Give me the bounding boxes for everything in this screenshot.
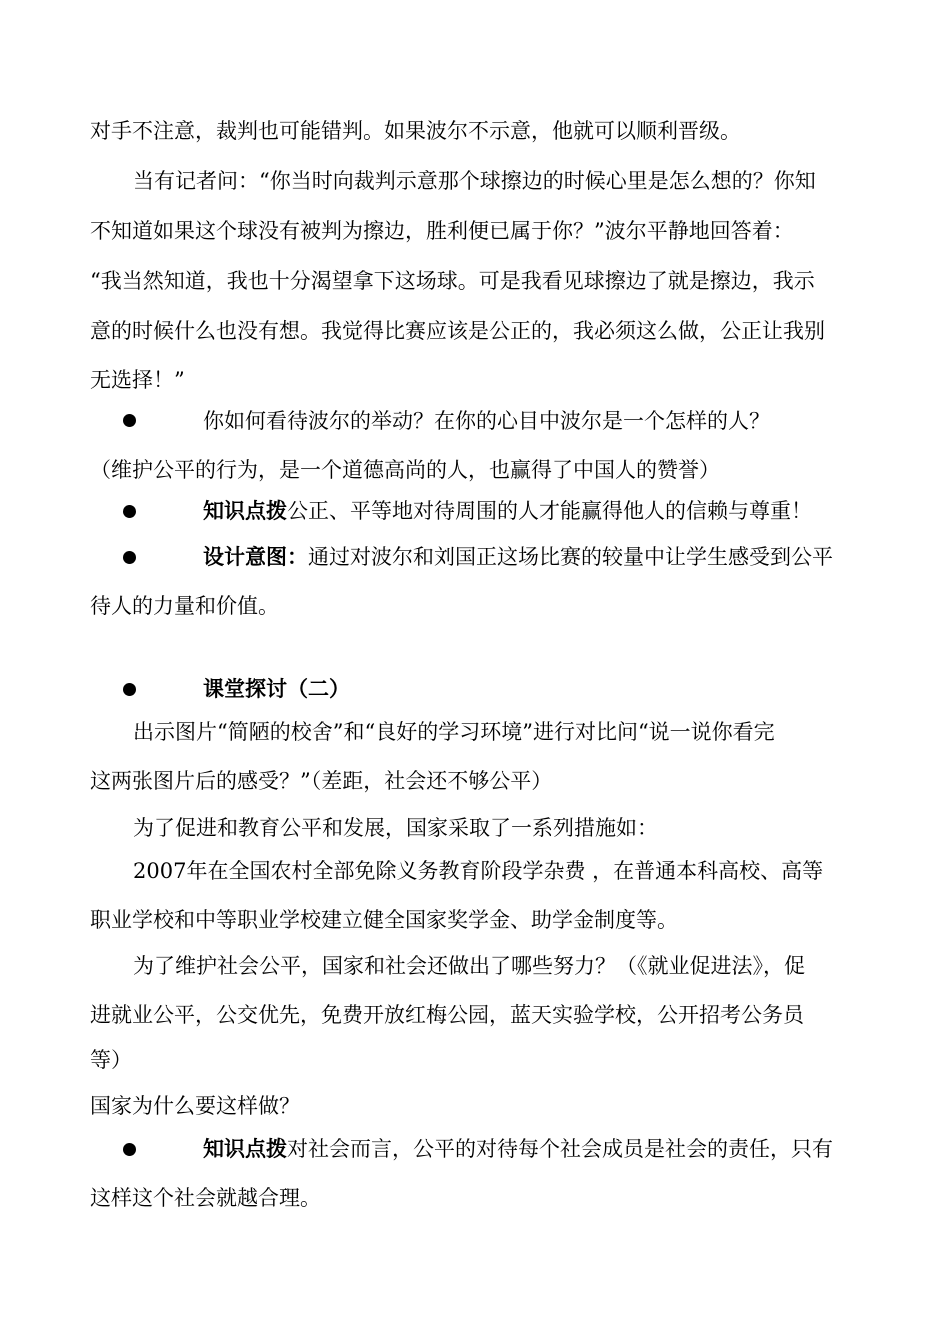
paragraph-line: 对手不注意，裁判也可能错判。如果波尔不示意，他就可以顺利晋级。 <box>90 119 741 143</box>
paragraph-line: 意的时候什么也没有想。我觉得比赛应该是公正的，我必须这么做，公正让我别 <box>90 319 825 343</box>
paragraph-line: 当有记者问：“你当时向裁判示意那个球擦边的时候心里是怎么想的？你知 <box>133 169 816 193</box>
paragraph-line: 为了促进和教育公平和发展，国家采取了一系列措施如： <box>133 816 658 840</box>
knowledge-tip-text: 对社会而言，公平的对待每个社会成员是社会的责任，只有 <box>287 1137 833 1161</box>
bullet-icon <box>121 549 139 567</box>
design-intent-text: 通过对波尔和刘国正这场比赛的较量中让学生感受到公平 <box>308 545 833 569</box>
knowledge-tip <box>203 1135 833 1163</box>
section-heading: 课堂探讨（二） <box>203 676 350 701</box>
paragraph-line: 这样这个社会就越合理。 <box>90 1186 321 1210</box>
paragraph-line: 不知道如果这个球没有被判为擦边，胜利便已属于你？”波尔平静地回答着： <box>90 219 794 243</box>
paragraph-line: 等） <box>90 1048 132 1072</box>
paragraph-line: 国家为什么要这样做？ <box>90 1094 300 1118</box>
question-line: 你如何看待波尔的举动？在你的心目中波尔是一个怎样的人？ <box>203 409 770 433</box>
design-intent-label: 设计意图： <box>203 544 308 569</box>
bullet-icon <box>121 412 139 430</box>
paragraph-line: 为了维护社会公平，国家和社会还做出了哪些努力？（《就业促进法》，促 <box>133 954 805 978</box>
paragraph-line: 出示图片“简陋的校舍”和“良好的学习环境”进行对比问“说一说你看完 <box>133 720 775 744</box>
knowledge-tip-label: 知识点拨 <box>203 498 287 523</box>
paragraph-line: “我当然知道，我也十分渴望拿下这场球。可是我看见球擦边了就是擦边，我示 <box>90 269 815 293</box>
paragraph-line: 这两张图片后的感受？”（差距，社会还不够公平） <box>90 769 553 793</box>
paragraph-line: 2007年在全国农村全部免除义务教育阶段学杂费 ，在普通本科高校、高等 <box>133 859 824 883</box>
bullet-icon <box>121 503 139 521</box>
paragraph-line: 进就业公平，公交优先，免费开放红梅公园，蓝天实验学校，公开招考公务员 <box>90 1003 804 1027</box>
knowledge-tip-label: 知识点拨 <box>203 1136 287 1161</box>
knowledge-tip <box>203 497 812 525</box>
design-intent <box>203 543 833 571</box>
paragraph-line: 职业学校和中等职业学校建立健全国家奖学金、助学金制度等。 <box>90 908 678 932</box>
bullet-icon <box>121 1141 139 1159</box>
answer-line: （维护公平的行为，是一个道德高尚的人，也赢得了中国人的赞誉） <box>90 458 720 482</box>
knowledge-tip-text: 公正、平等地对待周围的人才能赢得他人的信赖与尊重！ <box>287 499 812 523</box>
paragraph-line: 无选择！” <box>90 368 185 392</box>
bullet-icon <box>121 681 139 699</box>
paragraph-line: 待人的力量和价值。 <box>90 594 279 618</box>
